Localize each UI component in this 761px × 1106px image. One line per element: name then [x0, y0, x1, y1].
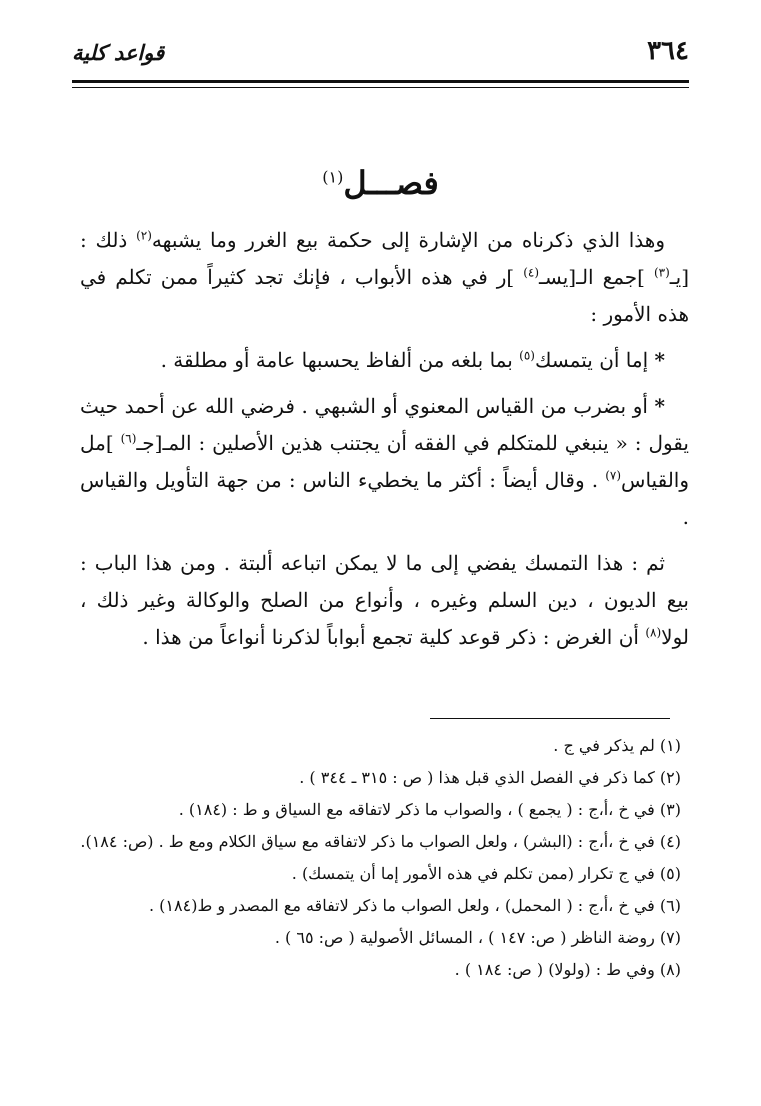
footnote-separator	[430, 718, 670, 719]
paragraph-4-text-a: ثم : هذا التمسك يفضي إلى ما لا يمكن اتباعه ألبتة . ومن هذا الباب : بيع الديون ، دين السلم وغيره ، وأنواع من الصلح والوكالة وغير ذلك ، لولا	[80, 551, 689, 649]
paragraph-1-text-c: ]جمع الـ[يسـ	[539, 265, 654, 289]
bullet-star: *	[654, 394, 666, 418]
footnote-ref-5: (٥)	[519, 348, 535, 363]
header-rule-thin	[72, 87, 689, 88]
footnote-1: (١) لم يذكر في ج .	[553, 736, 681, 755]
paragraph-2-text-a: إما أن يتمسك	[534, 348, 655, 372]
page-header	[72, 36, 689, 76]
paragraph-1	[80, 222, 689, 333]
paragraph-4	[80, 545, 689, 656]
section-title-text: فصـــل	[343, 164, 439, 202]
paragraph-1-text-a: وهذا الذي ذكرناه من الإشارة إلى حكمة بيع الغرر وما يشبهه	[151, 228, 666, 252]
footnote-2: (٢) كما ذكر في الفصل الذي قبل هذا ( ص : ٣١٥ ـ ٣٤٤ ) .	[299, 768, 681, 787]
footnote-ref-2: (٢)	[136, 228, 152, 243]
paragraph-1-text-d: ]ر في هذه الأبواب ، فإنك تجد كثيراً ممن تكلم في هذه الأمور :	[80, 265, 689, 326]
paragraph-4-text-b: أن الغرض : ذكر قوعد كلية تجمع أبواباً لذكرنا أنواعاً من هذا .	[142, 625, 646, 649]
footnote-ref-3: (٣)	[653, 265, 670, 280]
footnotes	[80, 734, 681, 990]
header-rule-thick	[72, 80, 689, 83]
footnote-7: (٧) روضة الناظر ( ص: ١٤٧ ) ، المسائل الأصولية ( ص: ٦٥ ) .	[274, 928, 681, 947]
paragraph-1-text-b: ذلك : [يـ	[80, 228, 690, 289]
footnote-ref-7: (٧)	[605, 468, 622, 483]
bullet-star: *	[654, 348, 665, 372]
footnote-6: (٦) في خ ،أ،ج : ( المحمل) ، ولعل الصواب ما ذكر لاتفاقه مع المصدر و ط(١٨٤) .	[149, 896, 681, 915]
paragraph-3-text-a: أو بضرب من القياس المعنوي أو الشبهي . فرضي الله عن أحمد حيث يقول : « ينبغي للمتكلم في الفقه أن يجتنب هذين الأصلين : المـ[جـ	[80, 394, 689, 455]
page-number: ٣٦٤	[647, 36, 689, 66]
main-text	[80, 222, 689, 656]
paragraph-3-text-c: . وقال أيضاً : أكثر ما يخطيء الناس : من جهة التأويل والقياس .	[80, 468, 689, 529]
paragraph-2	[80, 342, 689, 379]
footnote-ref-6: (٦)	[120, 431, 137, 446]
footnote-4: (٤) في خ ،أ،ج : (البشر) ، ولعل الصواب ما ذكر لاتفاقه مع سياق الكلام ومع ط . (ص: ١٨٤).	[80, 832, 681, 851]
section-title-footnote-ref: (١)	[322, 167, 344, 187]
footnote-ref-4: (٤)	[523, 265, 540, 280]
footnote-ref-8: (٨)	[645, 625, 662, 640]
paragraph-3-text-b: ]مل والقياس	[80, 431, 689, 492]
footnote-8: (٨) وفي ط : (ولولا) ( ص: ١٨٤ ) .	[454, 960, 681, 979]
footnote-5: (٥) في ج تكرار (ممن تكلم في هذه الأمور إما أن يتمسك) .	[291, 864, 681, 883]
section-heading	[0, 164, 761, 202]
paragraph-3	[80, 388, 689, 536]
footnote-3: (٣) في خ ،أ،ج : ( يجمع ) ، والصواب ما ذكر لاتفاقه مع السياق و ط : (١٨٤) .	[178, 800, 681, 819]
paragraph-2-text-b: بما بلغه من ألفاظ يحسبها عامة أو مطلقة .	[160, 348, 520, 372]
running-title: قواعد كلية	[72, 40, 165, 65]
